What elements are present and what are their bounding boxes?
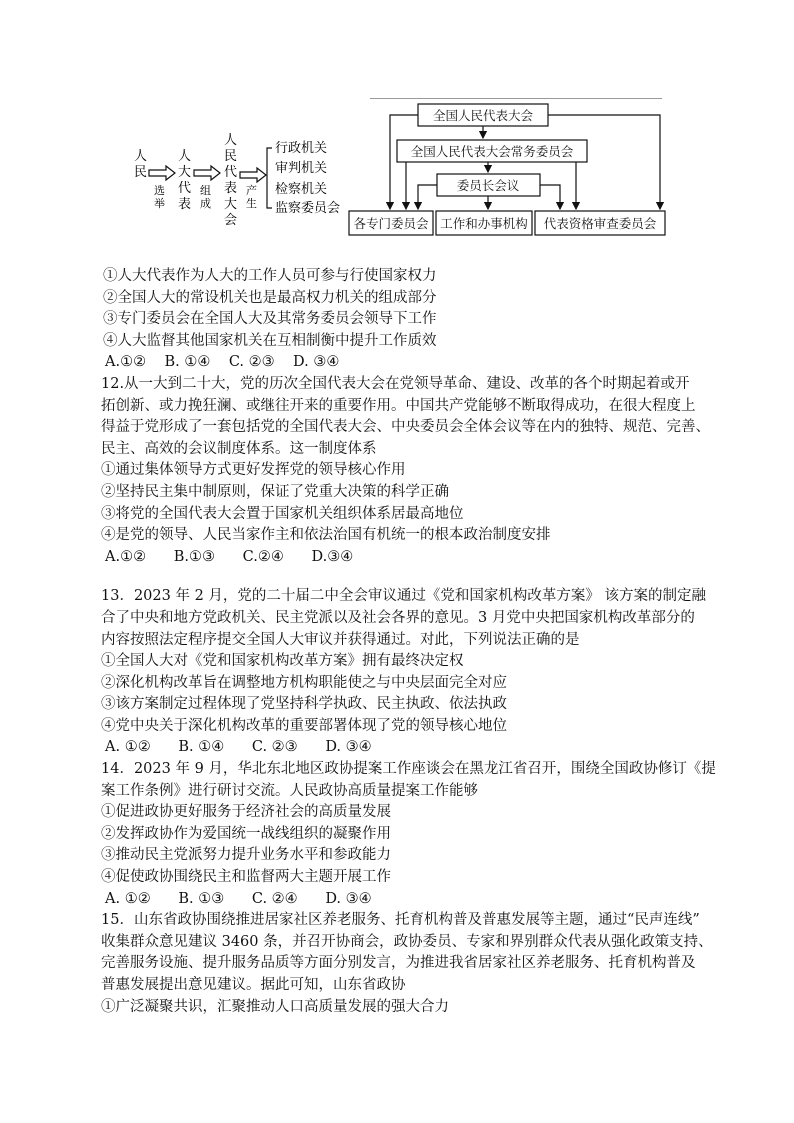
q14-answers: A. ①② B. ①③ C. ②④ D. ③④ <box>105 890 372 907</box>
q12-stem-3: 得益于党形成了一套包括党的全国代表大会、中央委员会全体会议等在内的独特、规范、完善、 <box>101 419 710 436</box>
label-office: 工作和办事机构 <box>440 216 528 231</box>
q14-option-3: ③推动民主党派努力提升业务水平和参政能力 <box>101 847 391 864</box>
conn-chairmen-special <box>418 185 437 209</box>
q13-stem-2: 合了中央和地方党政机关、民主党派以及社会各界的意见。3 月党中央把国家机构改革部分的 <box>101 609 695 626</box>
q13-option-1: ①全国人大对《党和国家机构改革方案》拥有最终决定权 <box>101 653 464 670</box>
questions <box>101 266 716 1018</box>
q14 <box>101 759 716 910</box>
q13-stem-3: 内容按照法定程序提交全国人大审议并获得通过。对此，下列说法正确的是 <box>101 631 580 648</box>
organ-shenpan: 审判机关 <box>275 161 328 176</box>
label-rendahui-4: 表 <box>224 181 238 196</box>
label-zucheng-2: 成 <box>200 197 211 210</box>
label-chansheng-1: 产 <box>246 184 257 197</box>
q14-option-2: ②发挥政协作为爱国统一战线组织的凝聚作用 <box>101 825 391 842</box>
q13-option-2: ②深化机构改革旨在调整地方机构职能使之与中央层面完全对应 <box>101 674 507 691</box>
label-rendahui-1: 人 <box>224 133 238 148</box>
q11-option-4: ④人大监督其他国家机关在互相制衡中提升工作质效 <box>103 332 437 349</box>
q13-stem-1: 13．2023 年 2 月，党的二十届二中全会审议通过《党和国家机构改革方案》 该方案的制定融 <box>101 588 707 605</box>
q13 <box>101 586 707 759</box>
q14-option-1: ①促进政协更好服务于经济社会的高质量发展 <box>101 804 391 821</box>
label-special: 各专门委员会 <box>353 216 429 231</box>
q15 <box>101 910 713 1018</box>
label-xuanju-1: 选 <box>154 184 165 197</box>
q12-option-2: ②坚持民主集中制原则，保证了党重大决策的科学正确 <box>101 483 449 500</box>
label-npc: 全国人民代表大会 <box>432 108 534 123</box>
q15-stem-3: 完善服务设施、提升服务品质等方面分别发言，为推进我省居家社区养老服务、托育机构普及 <box>101 955 696 972</box>
label-renmin-2: 民 <box>134 165 148 180</box>
q11-answers: A.①② B. ①④ C. ②③ D. ③④ <box>105 354 340 371</box>
label-renda-3: 代 <box>178 181 192 196</box>
q15-stem-4: 普惠发展提出意见建议。据此可知，山东省政协 <box>101 977 406 993</box>
q12-stem-1: 12.从一大到二十大，党的历次全国代表大会在党领导革命、建设、改革的各个时期起着或开 <box>101 375 690 392</box>
q13-option-4: ④党中央关于深化机构改革的重要部署体现了党的领导核心地位 <box>101 717 507 734</box>
label-renda-4: 表 <box>178 197 192 212</box>
conn-chairmen-credentials <box>540 185 560 209</box>
q12-option-3: ③将党的全国代表大会置于国家机关组织体系居最高地位 <box>101 505 464 522</box>
q11 <box>103 266 703 374</box>
q12-option-4: ④是党的领导、人民当家作主和依法治国有机统一的根本政治制度安排 <box>101 527 551 544</box>
organ-xingzheng: 行政机关 <box>275 141 328 156</box>
label-renmin-1: 人 <box>134 149 148 164</box>
q12-stem-4: 民主、高效的会议制度体系。这一制度体系 <box>101 440 377 457</box>
label-zucheng-1: 组 <box>200 184 211 197</box>
q14-option-4: ④促使政协围绕民主和监督两大主题开展工作 <box>101 869 391 886</box>
label-chairmen: 委员长会议 <box>456 178 520 193</box>
label-chansheng-2: 生 <box>246 197 257 210</box>
q14-stem-1: 14．2023 年 9 月，华北东北地区政协提案工作座谈会在黑龙江省召开，围绕全国政协修订《提 <box>101 761 716 778</box>
label-rendahui-6: 会 <box>224 213 238 228</box>
q11-option-3: ③专门委员会在全国人大及其常务委员会领导下工作 <box>103 311 437 328</box>
label-xuanju-2: 举 <box>154 197 165 210</box>
arrow-xuanju <box>149 166 175 180</box>
q14-stem-2: 案工作条例》进行研讨交流。人民政协高质量提案工作能够 <box>101 782 478 799</box>
label-rendahui-2: 民 <box>224 149 238 164</box>
label-rendahui-3: 代 <box>224 165 238 180</box>
arrow-zucheng <box>194 166 220 180</box>
label-renda-2: 大 <box>178 165 192 180</box>
q12-answers: A.①② B.①③ C.②④ D.③④ <box>105 548 354 565</box>
arrow-chansheng <box>240 168 266 182</box>
q11-option-1: ①人大代表作为人大的工作人员可参与行使国家权力 <box>103 268 437 284</box>
npc-structure-diagram <box>100 98 680 248</box>
q13-answers: A. ①② B. ①④ C. ②③ D. ③④ <box>105 739 372 756</box>
q12 <box>101 374 710 568</box>
spacer <box>103 568 703 586</box>
q12-stem-2: 拓创新、或力挽狂澜、或继往开来的重要作用。中国共产党能够不断取得成功，在很大程度上 <box>101 397 696 414</box>
left-chain <box>134 133 340 228</box>
q12-option-1: ①通过集体领导方式更好发挥党的领导核心作用 <box>101 462 406 479</box>
label-renda-1: 人 <box>178 149 192 164</box>
organ-jiancha-weiyuanhui: 监察委员会 <box>275 201 341 216</box>
organ-jiancha: 检察机关 <box>275 182 328 197</box>
q15-stem-2: 收集群众意见建议 3460 条，并召开协商会，政协委员、专家和界别群众代表从强化政策支持、 <box>101 933 713 950</box>
q13-option-3: ③该方案制定过程体现了党坚持科学执政、民主执政、依法执政 <box>101 696 507 713</box>
label-credentials: 代表资格审查委员会 <box>543 216 657 231</box>
label-standing: 全国人民代表大会常务委员会 <box>410 144 574 159</box>
label-rendahui-5: 大 <box>224 197 238 212</box>
organs-bracket <box>267 148 272 208</box>
q15-stem-1: 15．山东省政协围绕推进居家社区养老服务、托育机构普及普惠发展等主题，通过“民声连线” <box>101 912 700 929</box>
q11-option-2: ②全国人大的常设机关也是最高权力机关的组成部分 <box>103 289 437 306</box>
q15-option-1: ①广泛凝聚共识，汇聚推动人口高质量发展的强大合力 <box>101 998 449 1015</box>
